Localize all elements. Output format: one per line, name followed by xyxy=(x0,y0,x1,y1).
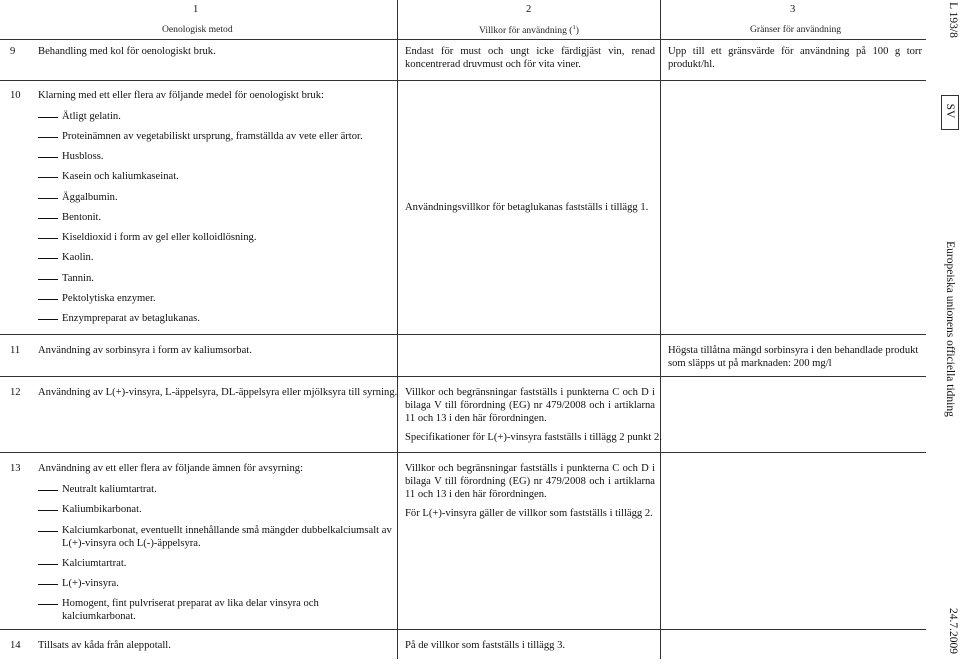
row-13-condition: Villkor och begränsningar fastställs i punkterna C och D i bilaga V till förordning (EG) nr 479/2008 och i artiklarna 11 och 13 i den här förordningen. xyxy=(405,463,655,500)
language-code: SV xyxy=(944,103,956,119)
document-reference: L 193/8 xyxy=(947,2,959,38)
col1-header: Oenologisk metod xyxy=(162,24,233,35)
row-13-number: 13 xyxy=(10,463,21,474)
row-9-condition: Endast för must och ungt icke färdigjäst vin, renad koncentrerad druvmust och för vita viner. xyxy=(405,46,655,70)
row-10-item: Pektolytiska enzymer. xyxy=(62,293,156,304)
row-13-item: L(+)-vinsyra. xyxy=(62,578,119,589)
publication-date: 24.7.2009 xyxy=(947,608,959,654)
row-13-item: Kalciumtartrat. xyxy=(62,558,127,569)
col2-header xyxy=(479,24,579,36)
column-divider-2 xyxy=(660,0,661,659)
dash-marker xyxy=(38,604,58,605)
row-10-item: Ätligt gelatin. xyxy=(62,111,121,122)
row-10-item: Äggalbumin. xyxy=(62,192,118,203)
row-10-item: Proteinämnen av vegetabiliskt ursprung, framställda av vete eller ärtor. xyxy=(62,131,363,142)
col2-number: 2 xyxy=(526,4,532,15)
row-10-item: Kasein och kaliumkaseinat. xyxy=(62,171,179,182)
row-10-item: Tannin. xyxy=(62,273,94,284)
col2-header-close: ) xyxy=(575,25,579,37)
row-10-method: Klarning med ett eller flera av följande medel för oenologiskt bruk: xyxy=(38,90,324,101)
dash-marker xyxy=(38,238,58,239)
column-divider-1 xyxy=(397,0,398,659)
row-11-rule xyxy=(0,376,926,377)
row-10-item: Bentonit. xyxy=(62,212,102,223)
dash-marker xyxy=(38,117,58,118)
row-14-condition: På de villkor som fastställs i tillägg 3. xyxy=(405,640,566,651)
row-10-item: Kaolin. xyxy=(62,252,94,263)
row-12-rule xyxy=(0,452,926,453)
row-12-specification: Specifikationer för L(+)-vinsyra fastställs i tillägg 2 punkt 2. xyxy=(405,432,662,443)
dash-marker xyxy=(38,279,58,280)
row-10-condition: Användningsvillkor för betaglukanas fastställs i tillägg 1. xyxy=(405,202,649,213)
row-13-item: Homogent, fint pulvriserat preparat av lika delar vinsyra och kalciumkarbonat. xyxy=(62,598,319,622)
row-13-item: Kaliumbikarbonat. xyxy=(62,504,142,515)
row-10-item: Kiseldioxid i form av gel eller kolloidlösning. xyxy=(62,232,257,243)
dash-marker xyxy=(38,564,58,565)
dash-marker xyxy=(38,490,58,491)
row-12-number: 12 xyxy=(10,387,21,398)
row-11-number: 11 xyxy=(10,345,21,356)
dash-marker xyxy=(38,198,58,199)
row-12-condition: Villkor och begränsningar fastställs i punkterna C och D i bilaga V till förordning (EG) nr 479/2008 och i artiklarna 11 och 13 i den här förordningen. xyxy=(405,387,655,424)
row-10-rule xyxy=(0,334,926,335)
row-10-item: Enzympreparat av betaglukanas. xyxy=(62,313,200,324)
col2-header-text: Villkor för användning ( xyxy=(479,25,573,37)
dash-marker xyxy=(38,177,58,178)
row-13-rule xyxy=(0,629,926,630)
row-12-method: Användning av L(+)-vinsyra, L-äppelsyra, DL-äppelsyra eller mjölksyra till syrning. xyxy=(38,387,398,398)
journal-title: Europeiska unionens officiella tidning xyxy=(944,241,956,417)
row-13-method: Användning av ett eller flera av följande ämnen för avsyrning: xyxy=(38,463,304,474)
header-rule xyxy=(0,39,926,40)
row-9-method: Behandling med kol för oenologiskt bruk. xyxy=(38,46,216,57)
row-13-item: Neutralt kaliumtartrat. xyxy=(62,484,157,495)
dash-marker xyxy=(38,584,58,585)
row-14-method: Tillsats av kåda från aleppotall. xyxy=(38,640,171,651)
row-13-note: För L(+)-vinsyra gäller de villkor som fastställs i tillägg 2. xyxy=(405,508,653,519)
dash-marker xyxy=(38,319,58,320)
row-11-method: Användning av sorbinsyra i form av kaliumsorbat. xyxy=(38,345,252,356)
dash-marker xyxy=(38,299,58,300)
dash-marker xyxy=(38,218,58,219)
dash-marker xyxy=(38,531,58,532)
row-10-number: 10 xyxy=(10,90,21,101)
dash-marker xyxy=(38,157,58,158)
dash-marker xyxy=(38,510,58,511)
row-13-item: Kalciumkarbonat, eventuellt innehållande små mängder dubbelkalciumsalt av L(+)-vinsyra och L(-)-äppelsyra. xyxy=(62,525,392,549)
col3-number: 3 xyxy=(790,4,796,15)
footnote-marker: 1 xyxy=(572,24,576,31)
col3-header: Gränser för användning xyxy=(750,24,842,35)
row-11-limit: Högsta tillåtna mängd sorbinsyra i den behandlade produkt som släpps ut på marknaden: 200 mg/l xyxy=(668,345,919,369)
row-14-number: 14 xyxy=(10,640,21,651)
row-9-limit: Upp till ett gränsvärde för användning på 100 g torr produkt/hl. xyxy=(668,46,922,70)
row-9-number: 9 xyxy=(10,46,16,57)
col1-number: 1 xyxy=(193,4,199,15)
dash-marker xyxy=(38,137,58,138)
dash-marker xyxy=(38,258,58,259)
row-9-rule xyxy=(0,80,926,81)
row-10-item: Husbloss. xyxy=(62,151,104,162)
